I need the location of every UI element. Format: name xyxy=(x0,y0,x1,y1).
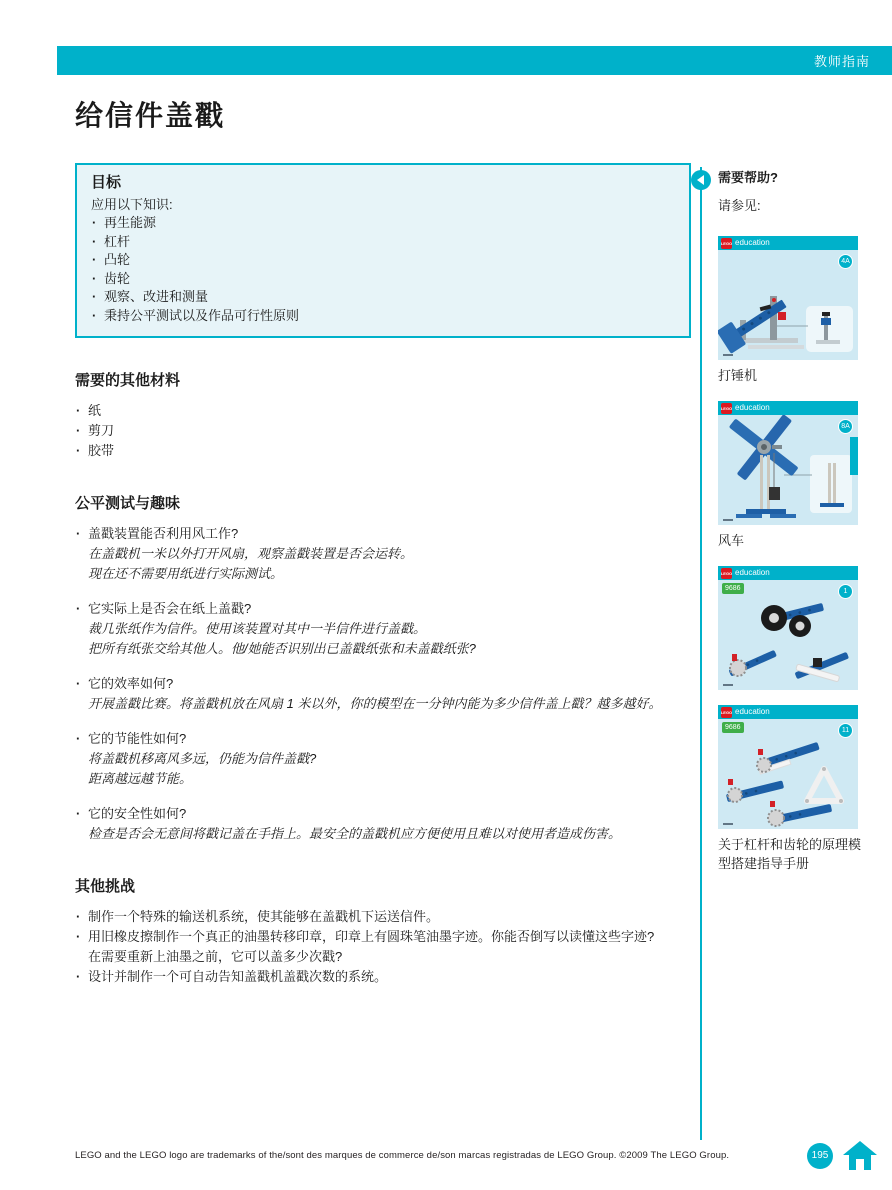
card-header xyxy=(718,236,858,250)
list-item: · 凸轮 xyxy=(91,251,675,270)
answer: 将盖戳机移离风多远，仍能为信件盖戳? xyxy=(88,751,317,766)
objectives-list xyxy=(91,214,675,325)
card-caption: 关于杠杆和齿轮的原理模型搭建指导手册 xyxy=(718,837,862,871)
brand-label: education xyxy=(735,403,770,412)
challenge-line: · 用旧橡皮擦制作一个真正的油墨转移印章，印章上有圆珠笔油墨字迹。你能否倒写以读懂这些字迹? xyxy=(88,929,655,944)
challenge-line: · 设计并制作一个可自动告知盖戳机盖戳次数的系统。 xyxy=(88,969,388,984)
list-item: · 胶带 xyxy=(75,441,691,461)
list-item: · 观察、改进和测量 xyxy=(91,288,675,307)
card-caption: 风车 xyxy=(718,533,745,548)
model-card-hammer-machine[interactable] xyxy=(718,236,858,360)
qa-item xyxy=(75,524,691,584)
card-code xyxy=(723,684,733,686)
trademark-text: LEGO and the LEGO logo are trademarks of the/sont des marques de commerce de/son marcas registradas de LEGO Group. ©2009 The LEGO Group. xyxy=(75,1150,730,1161)
card-side-tab xyxy=(850,437,858,475)
set-number-badge: 9686 xyxy=(722,722,744,733)
parts-image xyxy=(718,580,858,690)
model-card-windmill[interactable] xyxy=(718,401,858,525)
card-image xyxy=(718,719,858,829)
challenge-line: 在需要重新上油墨之前，它可以盖多少次戳? xyxy=(88,949,343,964)
lego-logo: LEGO xyxy=(721,403,732,414)
sidebar-divider-line xyxy=(700,167,702,1140)
page-title: 给信件盖戳 xyxy=(75,100,226,131)
answer: 开展盖戳比赛。将盖戳机放在风扇 1 米以外，你的模型在一分钟内能为多少信件盖上戳？越多越好。 xyxy=(88,696,662,711)
help-subtext: 请参见: xyxy=(718,198,761,213)
list-item: · 剪刀 xyxy=(75,421,691,441)
card-image xyxy=(718,580,858,690)
challenge-line: · 制作一个特殊的输送机系统，使其能够在盖戳机下运送信件。 xyxy=(88,909,440,924)
card-code xyxy=(723,354,733,356)
materials-heading: 需要的其他材料 xyxy=(75,372,181,389)
home-button-icon[interactable] xyxy=(842,1140,878,1171)
list-item: · 再生能源 xyxy=(91,214,675,233)
card-number-badge: 1 xyxy=(838,584,853,599)
card-code xyxy=(723,823,733,825)
question: · 它实际上是否会在纸上盖戳? xyxy=(88,601,252,616)
card-caption: 打锤机 xyxy=(718,368,758,383)
materials-list xyxy=(75,401,691,461)
card-header xyxy=(718,705,858,719)
principle-models-image xyxy=(718,719,858,829)
header-bar xyxy=(57,46,892,75)
help-sidebar xyxy=(700,165,892,873)
answer: 现在还不需要用纸进行实际测试。 xyxy=(88,566,284,581)
list-item: · 秉持公平测试以及作品可行性原则 xyxy=(91,307,675,326)
question: · 盖戳装置能否利用风工作? xyxy=(88,526,239,541)
objectives-heading: 目标 xyxy=(91,174,122,191)
list-item: · 齿轮 xyxy=(91,270,675,289)
qa-item xyxy=(75,804,691,844)
main-content xyxy=(75,163,691,987)
lego-logo: LEGO xyxy=(721,238,732,249)
qa-item xyxy=(75,729,691,789)
fair-test-list xyxy=(75,524,691,844)
list-item xyxy=(75,907,691,927)
list-item: · 杠杆 xyxy=(91,233,675,252)
answer: 把所有纸张交给其他人。他/她能否识别出已盖戳纸张和未盖戳纸张? xyxy=(88,641,476,656)
objectives-box xyxy=(75,163,691,338)
card-number-badge: 8A xyxy=(838,419,853,434)
lego-logo: LEGO xyxy=(721,568,732,579)
card-code xyxy=(723,519,733,521)
card-header xyxy=(718,401,858,415)
brand-label: education xyxy=(735,238,770,247)
objectives-intro: 应用以下知识: xyxy=(91,196,173,212)
challenges-list xyxy=(75,907,691,987)
list-item: · 纸 xyxy=(75,401,691,421)
page-number-badge: 195 xyxy=(807,1143,833,1169)
card-image xyxy=(718,415,858,525)
list-item xyxy=(75,967,691,987)
question: · 它的节能性如何? xyxy=(88,731,187,746)
question: · 它的效率如何? xyxy=(88,676,174,691)
qa-item xyxy=(75,674,691,714)
answer: 裁几张纸作为信件。使用该装置对其中一半信件进行盖戳。 xyxy=(88,621,427,636)
card-number-badge: 11 xyxy=(838,723,853,738)
brand-label: education xyxy=(735,568,770,577)
question: · 它的安全性如何? xyxy=(88,806,187,821)
card-image xyxy=(718,250,858,360)
model-card-parts[interactable] xyxy=(718,566,858,690)
header-label: 教师指南 xyxy=(813,54,870,69)
list-item xyxy=(75,927,691,967)
set-number-badge: 9686 xyxy=(722,583,744,594)
card-header xyxy=(718,566,858,580)
footer xyxy=(75,1140,878,1171)
fair-test-heading: 公平测试与趣味 xyxy=(75,495,181,512)
help-arrow-icon xyxy=(691,170,711,190)
challenges-heading: 其他挑战 xyxy=(75,878,136,895)
card-number-badge: 4A xyxy=(838,254,853,269)
lego-logo: LEGO xyxy=(721,707,732,718)
hammer-machine-image xyxy=(718,250,858,360)
answer: 距离越远越节能。 xyxy=(88,771,193,786)
answer: 检查是否会无意间将戳记盖在手指上。最安全的盖戳机应方便使用且难以对使用者造成伤害。 xyxy=(88,826,622,841)
brand-label: education xyxy=(735,707,770,716)
windmill-image xyxy=(718,415,858,525)
model-card-principle-models[interactable] xyxy=(718,705,858,829)
answer: 在盖戳机一米以外打开风扇，观察盖戳装置是否会运转。 xyxy=(88,546,414,561)
help-heading: 需要帮助? xyxy=(718,170,778,185)
qa-item xyxy=(75,599,691,659)
